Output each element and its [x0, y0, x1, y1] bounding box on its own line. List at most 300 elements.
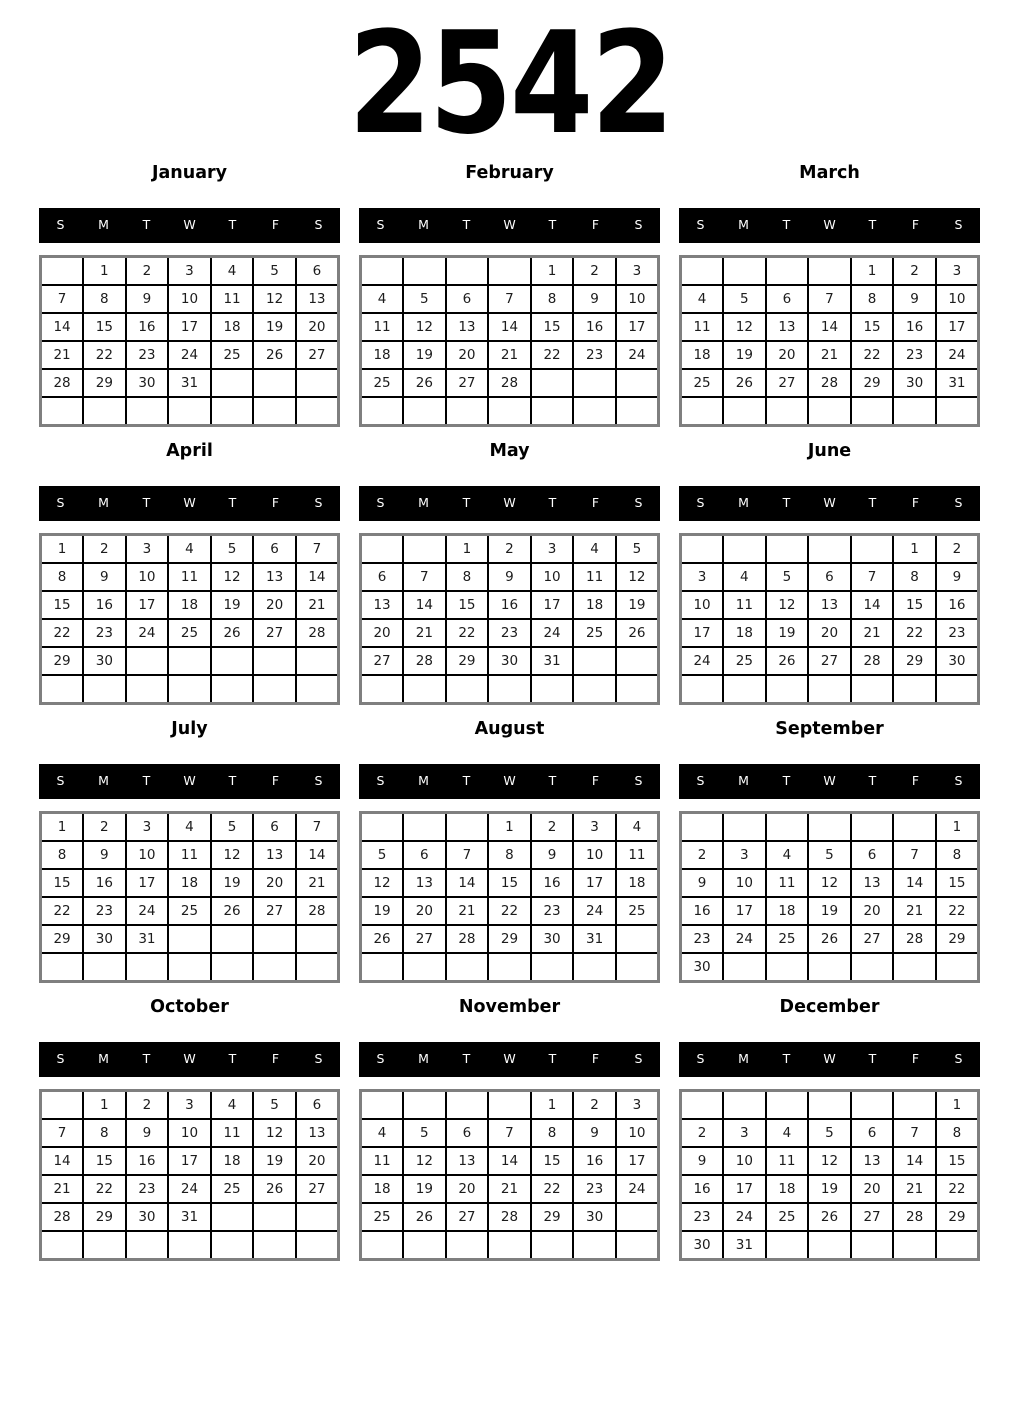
month-grid [39, 255, 340, 427]
day-cell: 22 [936, 897, 979, 925]
empty-day-cell [893, 813, 936, 842]
month-name: September [775, 719, 884, 739]
day-cell: 24 [936, 341, 979, 369]
day-cell: 15 [936, 869, 979, 897]
day-cell: 3 [126, 813, 169, 842]
day-cell: 23 [488, 619, 531, 647]
day-cell: 6 [296, 1091, 339, 1120]
day-cell: 3 [168, 1091, 211, 1120]
week-row [681, 1203, 979, 1231]
day-cell: 16 [83, 869, 126, 897]
week-row [361, 1147, 659, 1175]
weekday-label: M [738, 1051, 749, 1067]
month-january [39, 163, 340, 427]
empty-day-cell [808, 535, 851, 564]
day-cell: 12 [808, 1147, 851, 1175]
day-cell: 3 [723, 841, 766, 869]
empty-day-cell [403, 535, 446, 564]
empty-day-cell [936, 953, 979, 982]
weekday-label: S [56, 1051, 65, 1067]
day-cell: 24 [681, 647, 724, 675]
day-cell: 3 [531, 535, 574, 564]
day-cell: 23 [531, 897, 574, 925]
weekday-label: S [314, 773, 323, 789]
month-july [39, 719, 340, 983]
day-cell: 11 [723, 591, 766, 619]
month-grid [679, 811, 980, 983]
weekday-label: S [696, 495, 705, 511]
year-title: 2542 [348, 2, 672, 166]
day-cell: 4 [211, 1091, 254, 1120]
day-cell: 2 [531, 813, 574, 842]
empty-day-cell [296, 647, 339, 675]
day-cell: 7 [893, 841, 936, 869]
day-cell: 15 [446, 591, 489, 619]
day-cell: 5 [766, 563, 809, 591]
day-cell: 31 [573, 925, 616, 953]
week-row [41, 813, 339, 842]
day-cell: 21 [446, 897, 489, 925]
day-cell: 16 [126, 1147, 169, 1175]
empty-day-cell [296, 953, 339, 982]
week-row [361, 285, 659, 313]
empty-day-cell [573, 369, 616, 397]
day-cell: 8 [531, 285, 574, 313]
day-cell: 12 [253, 285, 296, 313]
week-row [41, 563, 339, 591]
empty-day-cell [83, 675, 126, 704]
day-cell: 18 [211, 313, 254, 341]
weekday-label: M [418, 773, 429, 789]
week-row [41, 591, 339, 619]
day-cell: 27 [766, 369, 809, 397]
day-cell: 2 [681, 841, 724, 869]
day-cell: 22 [531, 341, 574, 369]
empty-day-cell [296, 397, 339, 426]
empty-day-cell [253, 675, 296, 704]
day-cell: 10 [168, 1119, 211, 1147]
day-cell: 21 [488, 1175, 531, 1203]
day-cell: 17 [126, 591, 169, 619]
week-row [361, 813, 659, 842]
day-cell: 28 [446, 925, 489, 953]
empty-day-cell [723, 813, 766, 842]
empty-day-cell [851, 675, 894, 704]
empty-day-cell [253, 925, 296, 953]
empty-day-cell [126, 647, 169, 675]
weekday-header-bar [679, 486, 980, 521]
month-august [359, 719, 660, 983]
day-cell: 30 [126, 369, 169, 397]
day-cell: 5 [253, 1091, 296, 1120]
empty-day-cell [446, 953, 489, 982]
day-cell: 5 [723, 285, 766, 313]
week-row [41, 1147, 339, 1175]
weekday-label: M [738, 495, 749, 511]
weekday-label: F [271, 773, 280, 789]
day-cell: 30 [893, 369, 936, 397]
day-cell: 31 [168, 1203, 211, 1231]
empty-day-cell [573, 675, 616, 704]
weekday-label: F [911, 773, 920, 789]
day-cell: 16 [681, 1175, 724, 1203]
day-cell: 5 [808, 1119, 851, 1147]
day-cell: 31 [126, 925, 169, 953]
day-cell: 24 [616, 341, 659, 369]
day-cell: 23 [83, 619, 126, 647]
day-cell: 30 [936, 647, 979, 675]
day-cell: 29 [41, 647, 84, 675]
empty-day-cell [808, 1231, 851, 1260]
empty-day-cell [723, 397, 766, 426]
weekday-label: W [823, 495, 836, 511]
empty-day-cell [361, 397, 404, 426]
day-cell: 12 [403, 1147, 446, 1175]
empty-day-cell [808, 675, 851, 704]
empty-day-cell [531, 675, 574, 704]
day-cell: 15 [531, 1147, 574, 1175]
day-cell: 22 [83, 341, 126, 369]
week-row [681, 341, 979, 369]
month-name: October [150, 997, 229, 1017]
empty-day-cell [531, 369, 574, 397]
weekday-label: T [868, 773, 877, 789]
day-cell: 4 [211, 257, 254, 286]
day-cell: 3 [681, 563, 724, 591]
month-grid [359, 1089, 660, 1261]
day-cell: 1 [83, 1091, 126, 1120]
day-cell: 13 [296, 285, 339, 313]
empty-day-cell [766, 1091, 809, 1120]
week-row [41, 1231, 339, 1260]
day-cell: 11 [681, 313, 724, 341]
week-row [41, 953, 339, 982]
day-cell: 14 [893, 869, 936, 897]
month-december [679, 997, 980, 1261]
day-cell: 11 [766, 1147, 809, 1175]
day-cell: 31 [168, 369, 211, 397]
weekday-label: T [548, 1051, 557, 1067]
month-may [359, 441, 660, 705]
weekday-label: S [56, 495, 65, 511]
week-row [681, 813, 979, 842]
empty-day-cell [446, 397, 489, 426]
week-row [41, 675, 339, 704]
weekday-label: M [98, 1051, 109, 1067]
day-cell: 7 [41, 285, 84, 313]
week-row [41, 285, 339, 313]
empty-day-cell [893, 1231, 936, 1260]
day-cell: 8 [936, 1119, 979, 1147]
empty-day-cell [851, 953, 894, 982]
day-cell: 26 [723, 369, 766, 397]
week-row [361, 869, 659, 897]
day-cell: 12 [403, 313, 446, 341]
day-cell: 4 [766, 1119, 809, 1147]
day-cell: 28 [296, 619, 339, 647]
day-cell: 28 [41, 369, 84, 397]
empty-day-cell [573, 1231, 616, 1260]
empty-day-cell [211, 953, 254, 982]
week-row [681, 1231, 979, 1260]
month-name: March [799, 163, 860, 183]
day-cell: 16 [531, 869, 574, 897]
day-cell: 6 [361, 563, 404, 591]
weekday-label: S [56, 217, 65, 233]
week-row [361, 925, 659, 953]
day-cell: 27 [296, 341, 339, 369]
week-row [41, 535, 339, 564]
empty-day-cell [253, 1203, 296, 1231]
empty-day-cell [41, 953, 84, 982]
day-cell: 19 [253, 313, 296, 341]
day-cell: 9 [573, 285, 616, 313]
weekday-label: M [418, 495, 429, 511]
weekday-label: S [56, 773, 65, 789]
empty-day-cell [168, 953, 211, 982]
month-november [359, 997, 660, 1261]
day-cell: 27 [296, 1175, 339, 1203]
day-cell: 5 [361, 841, 404, 869]
empty-day-cell [361, 535, 404, 564]
weekday-header-bar [679, 1042, 980, 1077]
empty-day-cell [616, 953, 659, 982]
week-row [41, 647, 339, 675]
weekday-label: S [696, 1051, 705, 1067]
day-cell: 28 [296, 897, 339, 925]
day-cell: 18 [168, 591, 211, 619]
day-cell: 25 [766, 1203, 809, 1231]
day-cell: 10 [616, 1119, 659, 1147]
day-cell: 8 [488, 841, 531, 869]
day-cell: 21 [296, 869, 339, 897]
weekday-label: S [954, 1051, 963, 1067]
day-cell: 19 [211, 591, 254, 619]
day-cell: 26 [808, 1203, 851, 1231]
month-name: April [166, 441, 213, 461]
weekday-label: F [271, 495, 280, 511]
empty-day-cell [126, 1231, 169, 1260]
day-cell: 22 [936, 1175, 979, 1203]
day-cell: 2 [573, 257, 616, 286]
empty-day-cell [361, 1091, 404, 1120]
day-cell: 3 [168, 257, 211, 286]
day-cell: 13 [403, 869, 446, 897]
empty-day-cell [681, 1091, 724, 1120]
day-cell: 19 [403, 341, 446, 369]
empty-day-cell [531, 397, 574, 426]
day-cell: 12 [211, 563, 254, 591]
empty-day-cell [851, 1091, 894, 1120]
empty-day-cell [681, 675, 724, 704]
day-cell: 15 [531, 313, 574, 341]
day-cell: 8 [936, 841, 979, 869]
day-cell: 27 [851, 925, 894, 953]
day-cell: 14 [446, 869, 489, 897]
empty-day-cell [893, 675, 936, 704]
weekday-label: F [591, 217, 600, 233]
day-cell: 20 [361, 619, 404, 647]
month-grid [359, 811, 660, 983]
month-grid [359, 533, 660, 705]
day-cell: 20 [851, 897, 894, 925]
day-cell: 7 [488, 285, 531, 313]
day-cell: 17 [723, 897, 766, 925]
week-row [681, 953, 979, 982]
day-cell: 10 [723, 1147, 766, 1175]
empty-day-cell [936, 1231, 979, 1260]
weekday-label: S [696, 217, 705, 233]
week-row [41, 341, 339, 369]
day-cell: 13 [446, 313, 489, 341]
empty-day-cell [616, 1203, 659, 1231]
day-cell: 29 [41, 925, 84, 953]
week-row [41, 897, 339, 925]
day-cell: 29 [488, 925, 531, 953]
day-cell: 31 [936, 369, 979, 397]
weekday-label: F [271, 1051, 280, 1067]
day-cell: 12 [723, 313, 766, 341]
day-cell: 4 [723, 563, 766, 591]
weekday-label: S [314, 495, 323, 511]
day-cell: 12 [211, 841, 254, 869]
day-cell: 16 [488, 591, 531, 619]
day-cell: 3 [126, 535, 169, 564]
day-cell: 24 [531, 619, 574, 647]
week-row [361, 313, 659, 341]
day-cell: 15 [488, 869, 531, 897]
empty-day-cell [41, 1091, 84, 1120]
day-cell: 18 [573, 591, 616, 619]
day-cell: 6 [766, 285, 809, 313]
empty-day-cell [83, 953, 126, 982]
day-cell: 16 [573, 1147, 616, 1175]
weekday-header-bar [39, 1042, 340, 1077]
day-cell: 13 [361, 591, 404, 619]
weekday-label: M [738, 773, 749, 789]
day-cell: 28 [41, 1203, 84, 1231]
empty-day-cell [126, 953, 169, 982]
weekday-label: W [183, 217, 196, 233]
day-cell: 9 [681, 1147, 724, 1175]
day-cell: 17 [616, 1147, 659, 1175]
day-cell: 1 [531, 257, 574, 286]
empty-day-cell [723, 953, 766, 982]
day-cell: 25 [681, 369, 724, 397]
week-row [361, 341, 659, 369]
empty-day-cell [361, 675, 404, 704]
day-cell: 19 [211, 869, 254, 897]
day-cell: 8 [83, 1119, 126, 1147]
day-cell: 15 [936, 1147, 979, 1175]
day-cell: 1 [83, 257, 126, 286]
month-grid [679, 255, 980, 427]
empty-day-cell [808, 257, 851, 286]
weekday-label: S [634, 217, 643, 233]
day-cell: 14 [41, 313, 84, 341]
day-cell: 28 [851, 647, 894, 675]
day-cell: 22 [488, 897, 531, 925]
week-row [361, 591, 659, 619]
empty-day-cell [83, 397, 126, 426]
day-cell: 9 [893, 285, 936, 313]
day-cell: 8 [531, 1119, 574, 1147]
day-cell: 20 [766, 341, 809, 369]
weekday-label: T [868, 495, 877, 511]
day-cell: 9 [573, 1119, 616, 1147]
week-row [41, 925, 339, 953]
day-cell: 16 [893, 313, 936, 341]
empty-day-cell [936, 397, 979, 426]
day-cell: 5 [616, 535, 659, 564]
day-cell: 12 [616, 563, 659, 591]
week-row [361, 1119, 659, 1147]
week-row [681, 397, 979, 426]
week-row [361, 1175, 659, 1203]
day-cell: 3 [616, 1091, 659, 1120]
empty-day-cell [361, 257, 404, 286]
day-cell: 25 [361, 1203, 404, 1231]
day-cell: 10 [168, 285, 211, 313]
day-cell: 27 [808, 647, 851, 675]
day-cell: 4 [168, 813, 211, 842]
week-row [41, 257, 339, 286]
day-cell: 9 [681, 869, 724, 897]
day-cell: 14 [41, 1147, 84, 1175]
week-row [681, 647, 979, 675]
empty-day-cell [723, 535, 766, 564]
week-row [681, 1091, 979, 1120]
weekday-label: M [98, 495, 109, 511]
empty-day-cell [211, 369, 254, 397]
day-cell: 15 [41, 869, 84, 897]
day-cell: 24 [126, 619, 169, 647]
day-cell: 20 [253, 869, 296, 897]
day-cell: 23 [893, 341, 936, 369]
day-cell: 22 [446, 619, 489, 647]
day-cell: 10 [126, 841, 169, 869]
day-cell: 22 [851, 341, 894, 369]
month-name: November [458, 997, 561, 1017]
week-row [681, 563, 979, 591]
weekday-label: T [548, 773, 557, 789]
day-cell: 19 [723, 341, 766, 369]
month-grid [39, 533, 340, 705]
weekday-label: S [314, 1051, 323, 1067]
weekday-label: F [911, 495, 920, 511]
day-cell: 18 [361, 341, 404, 369]
day-cell: 21 [296, 591, 339, 619]
empty-day-cell [361, 953, 404, 982]
weekday-label: S [634, 773, 643, 789]
empty-day-cell [851, 535, 894, 564]
day-cell: 1 [893, 535, 936, 564]
week-row [681, 897, 979, 925]
empty-day-cell [893, 1091, 936, 1120]
empty-day-cell [211, 925, 254, 953]
day-cell: 11 [361, 313, 404, 341]
day-cell: 11 [211, 285, 254, 313]
weekday-header-bar [39, 486, 340, 521]
week-row [681, 285, 979, 313]
day-cell: 6 [446, 1119, 489, 1147]
week-row [41, 1175, 339, 1203]
day-cell: 14 [488, 313, 531, 341]
empty-day-cell [573, 953, 616, 982]
day-cell: 24 [723, 925, 766, 953]
day-cell: 29 [936, 925, 979, 953]
month-name: February [465, 163, 554, 183]
